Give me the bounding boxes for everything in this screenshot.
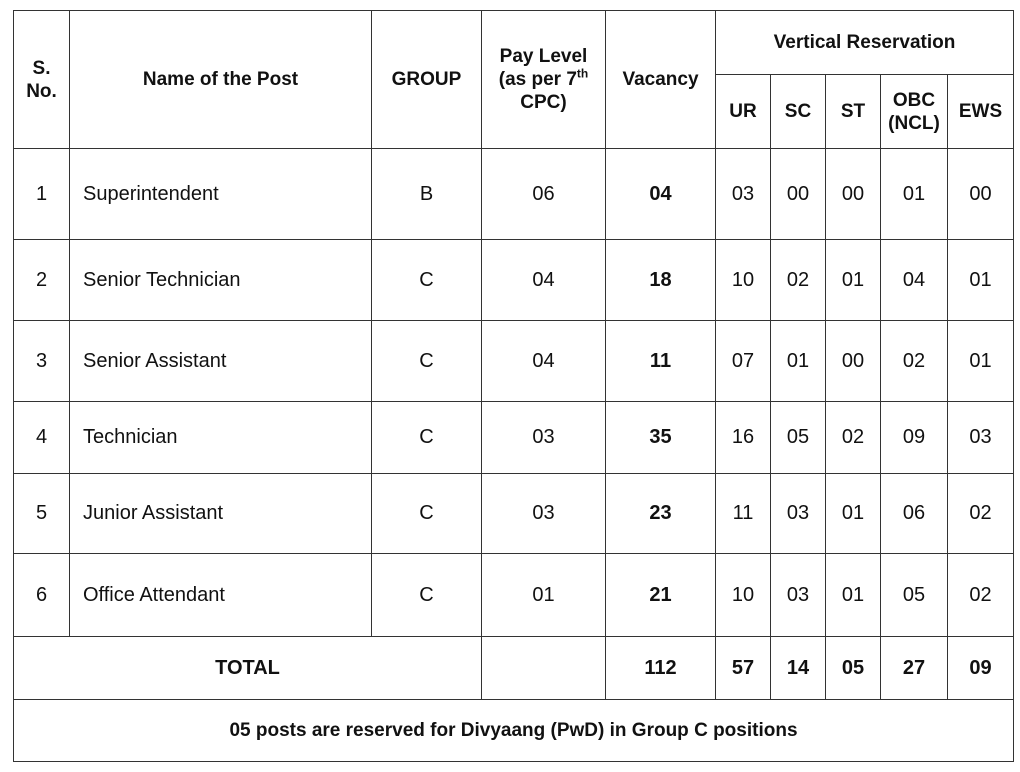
cell-group: C — [372, 321, 482, 402]
header-pay-level — [482, 11, 606, 149]
header-sno-text-2: No. — [26, 80, 57, 102]
cell-pay: 06 — [482, 149, 606, 240]
cell-ews: 03 — [948, 402, 1014, 474]
header-post: Name of the Post — [70, 11, 372, 149]
total-row — [14, 637, 1014, 700]
cell-obc: 04 — [881, 240, 948, 321]
total-ews: 09 — [948, 637, 1014, 700]
cell-post: Senior Technician — [70, 240, 372, 321]
table-row — [14, 149, 1014, 240]
cell-sno: 3 — [14, 321, 70, 402]
table-row — [14, 321, 1014, 402]
cell-obc: 06 — [881, 474, 948, 554]
header-pay-line3: CPC) — [520, 92, 567, 113]
header-row-1 — [14, 11, 1014, 75]
cell-sc: 00 — [771, 149, 826, 240]
cell-sno: 2 — [14, 240, 70, 321]
table-row — [14, 554, 1014, 637]
cell-sc: 05 — [771, 402, 826, 474]
header-obc-line2: (NCL) — [888, 112, 940, 134]
cell-ur: 10 — [716, 554, 771, 637]
cell-group: C — [372, 240, 482, 321]
note-row — [14, 700, 1014, 762]
cell-pay: 03 — [482, 474, 606, 554]
header-obc-line1: OBC — [892, 89, 936, 111]
cell-pay: 04 — [482, 321, 606, 402]
cell-sno: 5 — [14, 474, 70, 554]
cell-ur: 07 — [716, 321, 771, 402]
cell-obc: 05 — [881, 554, 948, 637]
header-ews: EWS — [948, 75, 1014, 149]
cell-vacancy: 11 — [606, 321, 716, 402]
cell-vacancy: 04 — [606, 149, 716, 240]
cell-pay: 03 — [482, 402, 606, 474]
total-pay-empty — [482, 637, 606, 700]
cell-group: B — [372, 149, 482, 240]
table-row — [14, 402, 1014, 474]
cell-ews: 02 — [948, 474, 1014, 554]
table-row — [14, 474, 1014, 554]
header-st: ST — [826, 75, 881, 149]
cell-vacancy: 18 — [606, 240, 716, 321]
header-group: GROUP — [372, 11, 482, 149]
table-row — [14, 240, 1014, 321]
cell-st: 02 — [826, 402, 881, 474]
cell-sc: 03 — [771, 474, 826, 554]
cell-obc: 02 — [881, 321, 948, 402]
cell-post: Senior Assistant — [70, 321, 372, 402]
header-pay-sup: th — [576, 66, 589, 81]
cell-ews: 02 — [948, 554, 1014, 637]
cell-vacancy: 21 — [606, 554, 716, 637]
total-vacancy: 112 — [606, 637, 716, 700]
header-sno — [14, 11, 70, 149]
cell-st: 01 — [826, 240, 881, 321]
header-sc: SC — [771, 75, 826, 149]
cell-ews: 01 — [948, 240, 1014, 321]
header-sno-text: S. — [32, 57, 51, 79]
header-pay-line2: (as per 7 — [498, 69, 577, 90]
cell-st: 01 — [826, 474, 881, 554]
cell-pay: 01 — [482, 554, 606, 637]
cell-post: Superintendent — [70, 149, 372, 240]
cell-post: Junior Assistant — [70, 474, 372, 554]
cell-st: 00 — [826, 149, 881, 240]
header-vacancy: Vacancy — [606, 11, 716, 149]
pwd-note: 05 posts are reserved for Divyaang (PwD) in Group C positions — [14, 700, 1014, 762]
cell-group: C — [372, 402, 482, 474]
cell-ur: 16 — [716, 402, 771, 474]
cell-st: 00 — [826, 321, 881, 402]
header-obc — [881, 75, 948, 149]
cell-ur: 11 — [716, 474, 771, 554]
header-vertical-reservation: Vertical Reservation — [716, 11, 1014, 75]
cell-pay: 04 — [482, 240, 606, 321]
cell-sno: 4 — [14, 402, 70, 474]
header-ur: UR — [716, 75, 771, 149]
cell-post: Technician — [70, 402, 372, 474]
cell-vacancy: 23 — [606, 474, 716, 554]
total-label: TOTAL — [14, 637, 482, 700]
total-sc: 14 — [771, 637, 826, 700]
cell-obc: 09 — [881, 402, 948, 474]
total-ur: 57 — [716, 637, 771, 700]
total-st: 05 — [826, 637, 881, 700]
cell-sc: 03 — [771, 554, 826, 637]
header-pay-line1: Pay Level — [499, 46, 588, 67]
cell-vacancy: 35 — [606, 402, 716, 474]
cell-post: Office Attendant — [70, 554, 372, 637]
cell-st: 01 — [826, 554, 881, 637]
total-obc: 27 — [881, 637, 948, 700]
cell-sc: 02 — [771, 240, 826, 321]
cell-ur: 10 — [716, 240, 771, 321]
cell-sc: 01 — [771, 321, 826, 402]
cell-sno: 1 — [14, 149, 70, 240]
cell-ews: 01 — [948, 321, 1014, 402]
vacancy-table — [13, 10, 1014, 762]
cell-sno: 6 — [14, 554, 70, 637]
cell-ur: 03 — [716, 149, 771, 240]
cell-group: C — [372, 474, 482, 554]
cell-group: C — [372, 554, 482, 637]
cell-obc: 01 — [881, 149, 948, 240]
cell-ews: 00 — [948, 149, 1014, 240]
